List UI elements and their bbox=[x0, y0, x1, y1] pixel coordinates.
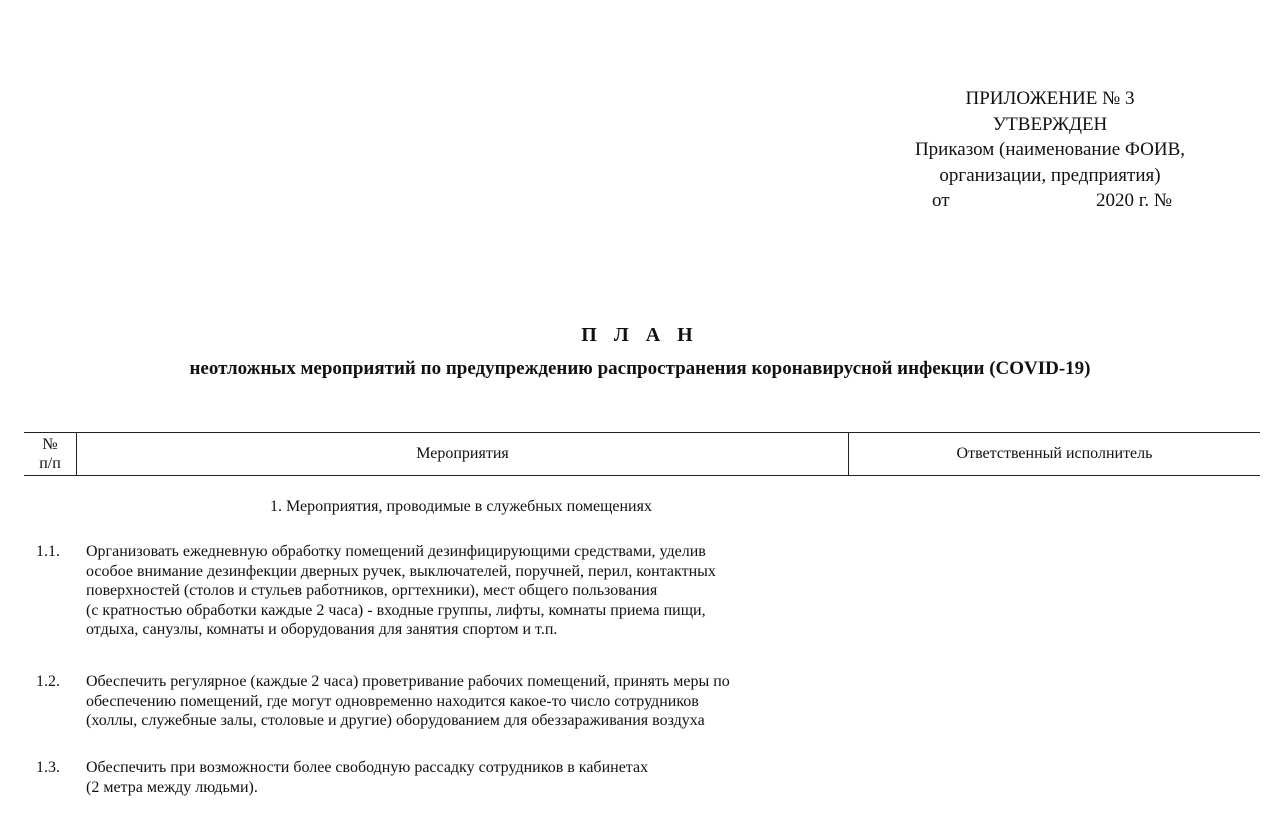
approved-label: УТВЕРЖДЕН bbox=[992, 113, 1108, 135]
item-text-line: обеспечению помещений, где могут одновременно находится какое-то число сотрудников bbox=[86, 692, 699, 710]
header-num-cell bbox=[24, 433, 77, 475]
item-number: 1.1. bbox=[36, 543, 60, 560]
header-activities-cell: Мероприятия bbox=[77, 433, 849, 475]
list-item bbox=[36, 758, 836, 797]
item-text-line: особое внимание дезинфекции дверных ручек, выключателей, поручней, перил, контактных bbox=[86, 562, 716, 580]
item-text-line: отдыха, санузлы, комнаты и оборудования для занятия спортом и т.п. bbox=[86, 621, 558, 638]
header-num-abbr: п/п bbox=[39, 455, 61, 472]
order-date-line bbox=[880, 188, 1220, 214]
item-text-line: Организовать ежедневную обработку помещений дезинфицирующими средствами, уделив bbox=[86, 543, 706, 560]
item-text-line: поверхностей (столов и стульев работников, оргтехники), мест общего пользования bbox=[86, 582, 658, 599]
order-line-2: организации, предприятия) bbox=[939, 164, 1161, 186]
item-number: 1.2. bbox=[36, 673, 60, 690]
list-item bbox=[36, 672, 836, 731]
date-suffix: 2020 г. № bbox=[1095, 190, 1172, 211]
date-prefix: от bbox=[932, 190, 950, 211]
item-text-line: Обеспечить при возможности более свободную рассадку сотрудников в кабинетах bbox=[86, 759, 649, 776]
item-number: 1.3. bbox=[36, 759, 60, 776]
item-text bbox=[86, 758, 836, 797]
list-item bbox=[36, 542, 836, 640]
item-text-line: (холлы, служебные залы, столовые и другие) оборудованием для обеззараживания воздуха bbox=[86, 712, 705, 729]
item-text bbox=[86, 672, 836, 731]
item-text bbox=[86, 542, 836, 640]
table-header bbox=[24, 432, 1260, 476]
item-text-line: (2 метра между людьми). bbox=[86, 778, 258, 796]
appendix-label: ПРИЛОЖЕНИЕ № 3 bbox=[965, 88, 1135, 109]
approval-block bbox=[880, 86, 1220, 214]
item-text-line: (с кратностью обработки каждые 2 часа) - входные группы, лифты, комнаты приема пищи, bbox=[86, 601, 706, 619]
header-responsible-cell: Ответственный исполнитель bbox=[956, 445, 1153, 462]
header-num-symbol: № bbox=[42, 436, 58, 453]
page-title: П Л А Н bbox=[581, 324, 699, 346]
page-subtitle: неотложных мероприятий по предупреждению распространения коронавирусной инфекции (COVID-19) bbox=[189, 358, 1091, 379]
section-heading-1: 1. Мероприятия, проводимые в служебных помещениях bbox=[270, 498, 652, 515]
item-text-line: Обеспечить регулярное (каждые 2 часа) проветривание рабочих помещений, принять меры по bbox=[86, 673, 730, 690]
order-line-1: Приказом (наименование ФОИВ, bbox=[914, 139, 1186, 160]
